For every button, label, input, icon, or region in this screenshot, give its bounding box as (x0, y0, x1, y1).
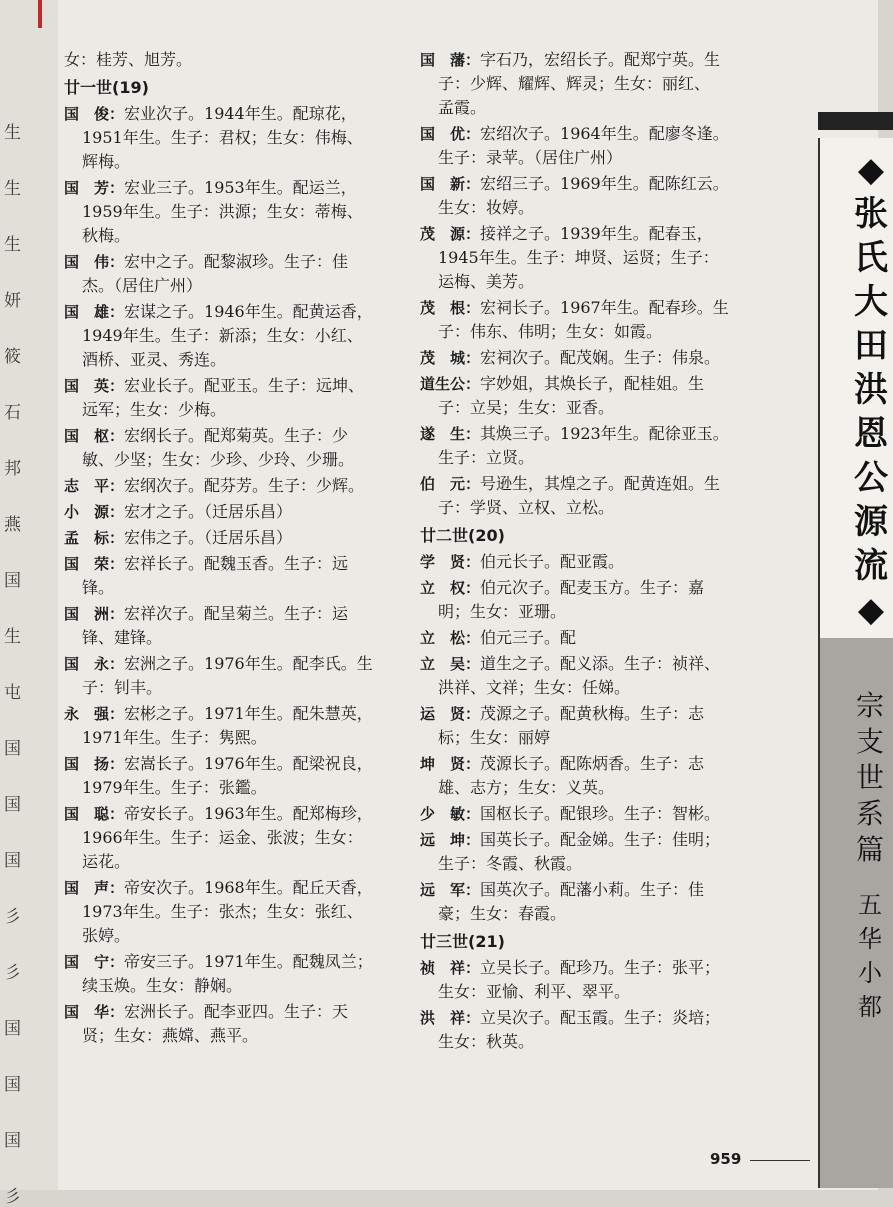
entry-name: 洪 祥： (420, 1009, 481, 1027)
entry-text: 秋梅。 (82, 226, 131, 245)
genealogy-entry (420, 422, 760, 470)
entry-text: 帝安长子。1963年生。配郑梅珍， (124, 804, 373, 823)
entry-text: 宏彬之子。1971年生。配朱慧英， (124, 704, 373, 723)
genealogy-entry (64, 1000, 394, 1048)
entry-text: 1971年生。生子：隽熙。 (82, 728, 267, 747)
entry-text: 宏嵩长子。1976年生。配梁祝良， (124, 754, 373, 773)
entry-text: 1979年生。生子：张鑑。 (82, 778, 267, 797)
entry-text: 豪；生女：春霞。 (438, 904, 567, 923)
entry-text: 宏洲长子。配李亚四。生子：天 (124, 1002, 349, 1021)
genealogy-entry (420, 372, 760, 420)
facing-page-glyph: 彡 (4, 907, 21, 927)
entry-text: 1949年生。生子：新添；生女：小红、 (82, 326, 363, 345)
genealogy-entry (420, 702, 760, 750)
entry-name: 小 源： (64, 503, 125, 521)
entry-name: 坤 贤： (420, 755, 481, 773)
entry-name: 少 敏： (420, 805, 481, 823)
entry-text: 茂源长子。配陈炳香。生子：志 (480, 754, 705, 773)
genealogy-entry (420, 172, 760, 220)
entry-text: 宏纲长子。配郑菊英。生子：少 (124, 426, 349, 445)
entry-text: 国英长子。配金娣。生子：佳明； (480, 830, 721, 849)
entry-text: 雄、志方；生女：义英。 (438, 778, 615, 797)
entry-text: 子：学贤、立权、立松。 (438, 498, 615, 517)
entry-name: 志 平： (64, 477, 125, 495)
genealogy-entry (64, 552, 394, 600)
genealogy-entry (64, 102, 394, 174)
genealogy-entry (420, 878, 760, 926)
facing-page-glyph: 国 (4, 739, 21, 759)
right-column (420, 48, 760, 1056)
genealogy-entry (420, 626, 760, 650)
genealogy-entry (420, 550, 760, 574)
sidebar-title-panel (818, 138, 893, 638)
entry-text: 国枢长子。配银珍。生子：智彬。 (480, 804, 721, 823)
entry-text: 宏才之子。（迁居乐昌） (124, 502, 293, 521)
sidebar-section-panel (818, 638, 893, 1188)
entry-text: 1959年生。生子：洪源；生女：蒂梅、 (82, 202, 363, 221)
genealogy-entry (64, 802, 394, 874)
entry-text: 张婷。 (82, 926, 131, 945)
entry-text: 辉梅。 (82, 152, 131, 171)
entry-text: 续玉焕。生女：静娴。 (82, 976, 243, 995)
entry-name: 永 强： (64, 705, 125, 723)
facing-page-glyph: 彡 (4, 963, 21, 983)
entry-text: 宏谋之子。1946年生。配黄运香， (124, 302, 373, 321)
entry-name: 远 坤： (420, 831, 481, 849)
genealogy-entry (64, 602, 394, 650)
entry-text: 远军；生女：少梅。 (82, 400, 227, 419)
genealogy-entry (420, 652, 760, 700)
entry-text: 号逊生，其煌之子。配黄连姐。生 (480, 474, 721, 493)
genealogy-entry (420, 296, 760, 344)
entry-name: 立 权： (420, 579, 481, 597)
facing-page-glyph: 彡 (4, 1187, 21, 1207)
entry-name: 国 俊： (64, 105, 125, 123)
entry-name: 祯 祥： (420, 959, 481, 977)
entry-name: 道生公： (420, 375, 481, 393)
genealogy-entry (64, 474, 394, 498)
facing-page-glyph: 生 (4, 235, 21, 255)
facing-page-glyph: 国 (4, 851, 21, 871)
entry-name: 茂 城： (420, 349, 481, 367)
entry-name: 国 扬： (64, 755, 125, 773)
genealogy-entry (420, 956, 760, 1004)
section-title: 宗 支 世 系 篇 (855, 689, 884, 866)
generation-heading: 廿二世(20) (420, 526, 505, 545)
entry-text: 立吴长子。配珍乃。生子：张平； (480, 958, 721, 977)
entry-name: 运 贤： (420, 705, 481, 723)
facing-page-glyph: 邦 (4, 459, 21, 479)
entry-name: 国 优： (420, 125, 481, 143)
subsection-title: 五 华 小 都 (858, 891, 882, 1021)
entry-text: 标；生女：丽婷 (438, 728, 551, 747)
entry-text: 生女：妆婷。 (438, 198, 535, 217)
entry-continuation (64, 48, 394, 72)
genealogy-entry (420, 472, 760, 520)
entry-text: 子：立吴；生女：亚香。 (438, 398, 615, 417)
facing-page-glyph: 生 (4, 627, 21, 647)
entry-name: 国 洲： (64, 605, 125, 623)
entry-name: 伯 元： (420, 475, 481, 493)
entry-text: 锋、建锋。 (82, 628, 163, 647)
entry-text: 宏业三子。1953年生。配运兰， (124, 178, 357, 197)
entry-name: 国 英： (64, 377, 125, 395)
generation-heading: 廿一世(19) (64, 78, 149, 97)
entry-text: 伯元次子。配麦玉方。生子：嘉 (480, 578, 705, 597)
genealogy-entry (420, 576, 760, 624)
entry-text: 子：伟东、伟明；生女：如霞。 (438, 322, 663, 341)
entry-name: 立 吴： (420, 655, 481, 673)
genealogy-entry (64, 950, 394, 998)
entry-text: 伯元长子。配亚霞。 (480, 552, 625, 571)
entry-text: 1945年生。生子：坤贤、运贤；生子： (438, 248, 719, 267)
genealogy-entry (420, 48, 760, 120)
facing-page-glyph: 生 (4, 123, 21, 143)
entry-name: 国 华： (64, 1003, 125, 1021)
generation-heading: 廿三世(21) (420, 932, 505, 951)
entry-text: 生女：秋英。 (438, 1032, 535, 1051)
entry-text: 明；生女：亚珊。 (438, 602, 567, 621)
book-title: ◆ 张 氏 大 田 洪 恩 公 源 流 ◆ (854, 150, 888, 630)
entry-text: 生子：录苹。（居住广州） (438, 148, 623, 167)
facing-page-glyph: 屯 (4, 683, 21, 703)
entry-name: 茂 源： (420, 225, 481, 243)
chapter-sidebar (818, 98, 893, 1168)
entry-name: 学 贤： (420, 553, 481, 571)
entry-text: 伯元三子。配 (480, 628, 577, 647)
genealogy-entry (64, 876, 394, 948)
entry-text: 子：少辉、耀辉、辉灵；生女：丽红、 (438, 74, 711, 93)
entry-text: 接祥之子。1939年生。配春玉， (480, 224, 713, 243)
genealogy-entry (420, 802, 760, 826)
facing-page-glyph: 石 (4, 403, 21, 423)
genealogy-entry (64, 752, 394, 800)
bookmark-ribbon (38, 0, 42, 28)
entry-text: 宏祥次子。配呈菊兰。生子：运 (124, 604, 349, 623)
genealogy-entry (64, 250, 394, 298)
facing-page-glyph: 燕 (4, 515, 21, 535)
page-number-rule (750, 1160, 810, 1161)
genealogy-entry (64, 176, 394, 248)
entry-text: 敏、少坚；生女：少珍、少玲、少珊。 (82, 450, 355, 469)
genealogy-entry (420, 346, 760, 370)
entry-text: 宏业次子。1944年生。配琼花， (124, 104, 357, 123)
entry-text: 运花。 (82, 852, 131, 871)
entry-text: 孟霞。 (438, 98, 487, 117)
entry-text: 生女：亚愉、利平、翠平。 (438, 982, 631, 1001)
genealogy-entry (420, 752, 760, 800)
entry-text: 宏绍三子。1969年生。配陈红云。 (480, 174, 729, 193)
entry-text: 宏祥长子。配魏玉香。生子：远 (124, 554, 349, 573)
entry-text: 帝安次子。1968年生。配丘天香， (124, 878, 373, 897)
facing-page-glyph: 国 (4, 1019, 21, 1039)
entry-text: 子：钊丰。 (82, 678, 163, 697)
facing-page-glyph: 国 (4, 571, 21, 591)
genealogy-entry (64, 424, 394, 472)
sidebar-top-bar (818, 112, 893, 130)
page-number: 959 (710, 1150, 742, 1168)
entry-text: 字妙姐，其焕长子，配桂姐。生 (480, 374, 705, 393)
entry-text: 国英次子。配藩小莉。生子：佳 (480, 880, 705, 899)
entry-text: 道生之子。配义添。生子：祯祥、 (480, 654, 721, 673)
entry-text: 宏纲次子。配芬芳。生子：少辉。 (124, 476, 365, 495)
entry-name: 国 永： (64, 655, 125, 673)
entry-name: 国 芳： (64, 179, 125, 197)
entry-name: 国 宁： (64, 953, 125, 971)
entry-name: 国 聪： (64, 805, 125, 823)
facing-page-glyph: 国 (4, 1075, 21, 1095)
entry-text: 锋。 (82, 578, 115, 597)
entry-text: 1966年生。生子：运金、张波；生女： (82, 828, 363, 847)
genealogy-entry (420, 222, 760, 294)
genealogy-entry (64, 300, 394, 372)
entry-text: 宏中之子。配黎淑珍。生子：佳 (124, 252, 349, 271)
genealogy-entry (64, 526, 394, 550)
entry-name: 国 藩： (420, 51, 481, 69)
entry-name: 国 雄： (64, 303, 125, 321)
entry-text: 宏业长子。配亚玉。生子：远坤、 (124, 376, 365, 395)
facing-page-glyph: 妍 (4, 291, 21, 311)
genealogy-entry (420, 828, 760, 876)
entry-text: 宏祠长子。1967年生。配春珍。生 (480, 298, 729, 317)
facing-page-glyph: 国 (4, 795, 21, 815)
entry-text: 洪祥、文祥；生女：任娣。 (438, 678, 631, 697)
entry-text: 1973年生。生子：张杰；生女：张红、 (82, 902, 363, 921)
entry-text: 立吴次子。配玉霞。生子：炎培； (480, 1008, 721, 1027)
entry-text: 宏伟之子。（迁居乐昌） (124, 528, 293, 547)
entry-text: 宏祠次子。配茂娴。生子：伟泉。 (480, 348, 721, 367)
genealogy-entry (420, 1006, 760, 1054)
entry-name: 远 军： (420, 881, 481, 899)
genealogy-entry (420, 122, 760, 170)
entry-name: 国 新： (420, 175, 481, 193)
entry-text: 字石乃，宏绍长子。配郑宁英。生 (480, 50, 721, 69)
entry-name: 孟 标： (64, 529, 125, 547)
facing-page-glyph: 筱 (4, 347, 21, 367)
entry-text: 宏洲之子。1976年生。配李氏。生 (124, 654, 373, 673)
entry-text: 女：桂芳、旭芳。 (64, 50, 193, 69)
entry-text: 贤；生女：燕嫦、燕平。 (82, 1026, 259, 1045)
entry-name: 立 松： (420, 629, 481, 647)
facing-page-glyph: 国 (4, 1131, 21, 1151)
entry-text: 酒桥、亚灵、秀连。 (82, 350, 227, 369)
entry-text: 生子：立贤。 (438, 448, 535, 467)
entry-name: 国 枢： (64, 427, 125, 445)
entry-text: 生子：冬霞、秋霞。 (438, 854, 583, 873)
entry-name: 遂 生： (420, 425, 481, 443)
left-column (64, 48, 394, 1050)
book-page (58, 0, 888, 1190)
genealogy-entry (64, 702, 394, 750)
genealogy-entry (64, 652, 394, 700)
entry-name: 国 伟： (64, 253, 125, 271)
entry-name: 国 荣： (64, 555, 125, 573)
entry-name: 茂 根： (420, 299, 481, 317)
entry-name: 国 声： (64, 879, 125, 897)
entry-text: 宏绍次子。1964年生。配廖冬逢。 (480, 124, 729, 143)
entry-text: 帝安三子。1971年生。配魏凤兰； (124, 952, 373, 971)
entry-text: 茂源之子。配黄秋梅。生子：志 (480, 704, 705, 723)
genealogy-entry (64, 374, 394, 422)
entry-text: 杰。（居住广州） (82, 276, 203, 295)
left-page-edge (0, 0, 60, 1207)
entry-text: 其焕三子。1923年生。配徐亚玉。 (480, 424, 729, 443)
genealogy-entry (64, 500, 394, 524)
entry-text: 运梅、美芳。 (438, 272, 535, 291)
facing-page-glyph: 生 (4, 179, 21, 199)
entry-text: 1951年生。生子：君权；生女：伟梅、 (82, 128, 363, 147)
